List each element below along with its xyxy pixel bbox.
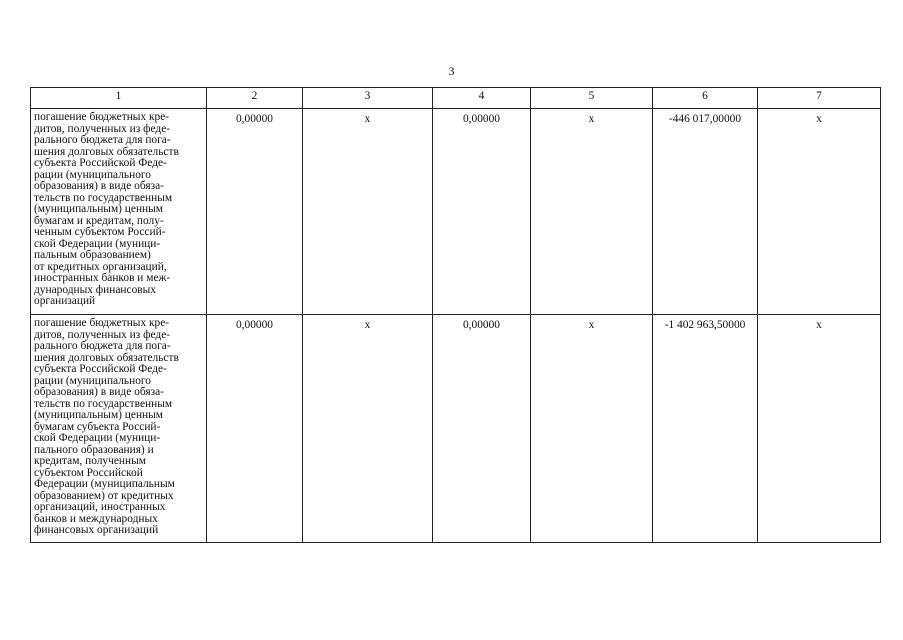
cell-col-4: 0,00000 [433, 315, 531, 543]
cell-col-7: x [758, 109, 881, 315]
table-row [31, 109, 881, 315]
cell-col-2: 0,00000 [207, 315, 303, 543]
table-row [31, 315, 881, 543]
row-description: погашение бюджетных кре- дитов, полученных из феде- рального бюджета для пога- шения долговых обязательств субъекта Российской Феде- рации (муниципального образования) в виде обяза- тельств по государственным (муниципальным) ценным бумагам и кредитам, полу- ченным субъектом Россий- ской Федерации (муници- пальным образованием) от кредитных организаций, иностранных банков и меж- дународных финансовых организаций [31, 109, 207, 315]
row-description: погашение бюджетных кре- дитов, полученных из феде- рального бюджета для пога- шения долговых обязательств субъекта Российской Феде- рации (муниципального образования) в виде обяза- тельств по государственным (муниципальным) ценным бумагам субъекта Россий- ской Федерации (муници- пального образования) и кредитам, полученным субъектом Российской Федерации (муниципальным образованием) от кредитных организаций, иностранных банков и международных финансовых организаций [31, 315, 207, 543]
header-row [31, 88, 881, 109]
cell-col-2: 0,00000 [207, 109, 303, 315]
header-col-3: 3 [303, 88, 433, 109]
header-col-4: 4 [433, 88, 531, 109]
cell-col-6: -446 017,00000 [653, 109, 758, 315]
header-col-1: 1 [31, 88, 207, 109]
header-col-2: 2 [207, 88, 303, 109]
header-col-6: 6 [653, 88, 758, 109]
cell-col-3: x [303, 315, 433, 543]
cell-col-4: 0,00000 [433, 109, 531, 315]
page-number: 3 [448, 64, 455, 78]
header-col-7: 7 [758, 88, 881, 109]
cell-col-7: x [758, 315, 881, 543]
budget-table [30, 87, 881, 543]
cell-col-5: x [531, 315, 653, 543]
cell-col-3: x [303, 109, 433, 315]
cell-col-5: x [531, 109, 653, 315]
cell-col-6: -1 402 963,50000 [653, 315, 758, 543]
header-col-5: 5 [531, 88, 653, 109]
